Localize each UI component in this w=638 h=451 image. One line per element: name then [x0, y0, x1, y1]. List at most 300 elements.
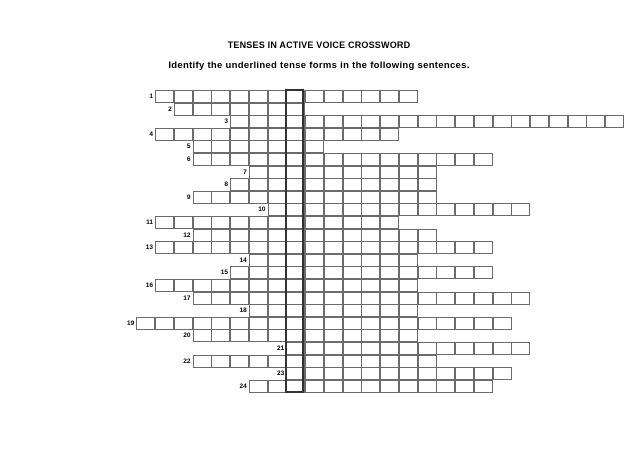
- crossword-cell[interactable]: [343, 178, 362, 191]
- crossword-cell[interactable]: [343, 266, 362, 279]
- crossword-cell[interactable]: [474, 241, 493, 254]
- crossword-cell[interactable]: [268, 317, 287, 330]
- crossword-cell[interactable]: [324, 380, 343, 393]
- crossword-cell[interactable]: [268, 292, 287, 305]
- crossword-cell[interactable]: [324, 216, 343, 229]
- crossword-cell[interactable]: [286, 229, 305, 242]
- crossword-cell[interactable]: [155, 128, 174, 141]
- crossword-cell[interactable]: [380, 292, 399, 305]
- crossword-cell[interactable]: [418, 115, 437, 128]
- crossword-cell[interactable]: [380, 229, 399, 242]
- crossword-cell[interactable]: [230, 191, 249, 204]
- crossword-cell[interactable]: [399, 329, 418, 342]
- crossword-cell[interactable]: [324, 128, 343, 141]
- crossword-cell[interactable]: [361, 355, 380, 368]
- crossword-cell[interactable]: [286, 178, 305, 191]
- crossword-cell[interactable]: [418, 153, 437, 166]
- crossword-cell[interactable]: [305, 140, 324, 153]
- crossword-cell[interactable]: [268, 329, 287, 342]
- crossword-cell[interactable]: [380, 254, 399, 267]
- crossword-cell[interactable]: [418, 342, 437, 355]
- crossword-cell[interactable]: [268, 178, 287, 191]
- crossword-cell[interactable]: [399, 342, 418, 355]
- crossword-cell[interactable]: [324, 329, 343, 342]
- crossword-cell[interactable]: [268, 216, 287, 229]
- crossword-cell[interactable]: [586, 115, 605, 128]
- crossword-cell[interactable]: [493, 292, 512, 305]
- crossword-cell[interactable]: [324, 191, 343, 204]
- crossword-cell[interactable]: [286, 128, 305, 141]
- crossword-cell[interactable]: [380, 342, 399, 355]
- crossword-cell[interactable]: [249, 216, 268, 229]
- crossword-cell[interactable]: [418, 203, 437, 216]
- crossword-cell[interactable]: [268, 355, 287, 368]
- crossword-cell[interactable]: [305, 292, 324, 305]
- crossword-cell[interactable]: [193, 241, 212, 254]
- crossword-cell[interactable]: [324, 266, 343, 279]
- crossword-cell[interactable]: [268, 304, 287, 317]
- crossword-cell[interactable]: [305, 329, 324, 342]
- crossword-cell[interactable]: [455, 241, 474, 254]
- crossword-cell[interactable]: [474, 380, 493, 393]
- crossword-cell[interactable]: [380, 367, 399, 380]
- crossword-cell[interactable]: [418, 292, 437, 305]
- crossword-cell[interactable]: [324, 367, 343, 380]
- crossword-cell[interactable]: [249, 103, 268, 116]
- crossword-cell[interactable]: [474, 115, 493, 128]
- crossword-cell[interactable]: [343, 342, 362, 355]
- crossword-cell[interactable]: [361, 90, 380, 103]
- crossword-cell[interactable]: [305, 279, 324, 292]
- crossword-cell[interactable]: [380, 216, 399, 229]
- crossword-cell[interactable]: [343, 90, 362, 103]
- crossword-cell[interactable]: [399, 115, 418, 128]
- crossword-cell[interactable]: [155, 216, 174, 229]
- crossword-cell[interactable]: [343, 329, 362, 342]
- crossword-cell[interactable]: [361, 266, 380, 279]
- crossword-cell[interactable]: [249, 115, 268, 128]
- crossword-cell[interactable]: [211, 229, 230, 242]
- crossword-cell[interactable]: [361, 191, 380, 204]
- crossword-cell[interactable]: [399, 90, 418, 103]
- crossword-cell[interactable]: [211, 140, 230, 153]
- crossword-cell[interactable]: [193, 90, 212, 103]
- crossword-cell[interactable]: [230, 178, 249, 191]
- crossword-cell[interactable]: [399, 241, 418, 254]
- crossword-cell[interactable]: [249, 140, 268, 153]
- crossword-cell[interactable]: [324, 317, 343, 330]
- crossword-cell[interactable]: [324, 254, 343, 267]
- crossword-cell[interactable]: [343, 380, 362, 393]
- crossword-cell[interactable]: [343, 254, 362, 267]
- crossword-cell[interactable]: [436, 153, 455, 166]
- crossword-cell[interactable]: [305, 229, 324, 242]
- crossword-cell[interactable]: [455, 153, 474, 166]
- crossword-cell[interactable]: [399, 203, 418, 216]
- crossword-cell[interactable]: [361, 367, 380, 380]
- crossword-cell[interactable]: [286, 342, 305, 355]
- crossword-cell[interactable]: [305, 191, 324, 204]
- crossword-cell[interactable]: [286, 115, 305, 128]
- crossword-cell[interactable]: [174, 90, 193, 103]
- crossword-cell[interactable]: [361, 317, 380, 330]
- crossword-cell[interactable]: [380, 191, 399, 204]
- crossword-cell[interactable]: [305, 342, 324, 355]
- crossword-cell[interactable]: [249, 128, 268, 141]
- crossword-cell[interactable]: [268, 128, 287, 141]
- crossword-cell[interactable]: [305, 317, 324, 330]
- crossword-cell[interactable]: [174, 216, 193, 229]
- crossword-cell[interactable]: [286, 140, 305, 153]
- crossword-cell[interactable]: [305, 153, 324, 166]
- crossword-cell[interactable]: [324, 229, 343, 242]
- crossword-cell[interactable]: [380, 153, 399, 166]
- crossword-cell[interactable]: [211, 191, 230, 204]
- crossword-cell[interactable]: [193, 140, 212, 153]
- crossword-cell[interactable]: [211, 292, 230, 305]
- crossword-cell[interactable]: [474, 266, 493, 279]
- crossword-cell[interactable]: [230, 115, 249, 128]
- crossword-cell[interactable]: [230, 140, 249, 153]
- crossword-cell[interactable]: [399, 191, 418, 204]
- crossword-cell[interactable]: [436, 266, 455, 279]
- crossword-cell[interactable]: [418, 317, 437, 330]
- crossword-cell[interactable]: [324, 241, 343, 254]
- crossword-cell[interactable]: [455, 115, 474, 128]
- crossword-cell[interactable]: [380, 304, 399, 317]
- crossword-cell[interactable]: [380, 90, 399, 103]
- crossword-cell[interactable]: [324, 292, 343, 305]
- crossword-cell[interactable]: [305, 355, 324, 368]
- crossword-cell[interactable]: [455, 317, 474, 330]
- crossword-cell[interactable]: [268, 254, 287, 267]
- crossword-cell[interactable]: [361, 153, 380, 166]
- crossword-cell[interactable]: [418, 241, 437, 254]
- crossword-cell[interactable]: [380, 178, 399, 191]
- crossword-cell[interactable]: [193, 355, 212, 368]
- crossword-cell[interactable]: [474, 153, 493, 166]
- crossword-cell[interactable]: [230, 279, 249, 292]
- crossword-cell[interactable]: [174, 279, 193, 292]
- crossword-cell[interactable]: [324, 90, 343, 103]
- crossword-cell[interactable]: [511, 115, 530, 128]
- crossword-cell[interactable]: [286, 317, 305, 330]
- crossword-cell[interactable]: [399, 166, 418, 179]
- crossword-cell[interactable]: [361, 128, 380, 141]
- crossword-cell[interactable]: [268, 90, 287, 103]
- crossword-cell[interactable]: [193, 292, 212, 305]
- crossword-cell[interactable]: [286, 304, 305, 317]
- crossword-cell[interactable]: [174, 317, 193, 330]
- crossword-cell[interactable]: [343, 128, 362, 141]
- crossword-cell[interactable]: [249, 191, 268, 204]
- crossword-cell[interactable]: [474, 342, 493, 355]
- crossword-cell[interactable]: [399, 304, 418, 317]
- crossword-cell[interactable]: [361, 203, 380, 216]
- crossword-cell[interactable]: [268, 191, 287, 204]
- crossword-cell[interactable]: [361, 229, 380, 242]
- crossword-cell[interactable]: [230, 216, 249, 229]
- crossword-cell[interactable]: [286, 216, 305, 229]
- crossword-cell[interactable]: [380, 380, 399, 393]
- crossword-cell[interactable]: [399, 355, 418, 368]
- crossword-cell[interactable]: [361, 216, 380, 229]
- crossword-cell[interactable]: [361, 329, 380, 342]
- crossword-cell[interactable]: [155, 279, 174, 292]
- crossword-cell[interactable]: [230, 241, 249, 254]
- crossword-cell[interactable]: [436, 115, 455, 128]
- crossword-cell[interactable]: [436, 342, 455, 355]
- crossword-cell[interactable]: [474, 367, 493, 380]
- crossword-cell[interactable]: [343, 367, 362, 380]
- crossword-cell[interactable]: [249, 178, 268, 191]
- crossword-cell[interactable]: [399, 367, 418, 380]
- crossword-cell[interactable]: [380, 355, 399, 368]
- crossword-cell[interactable]: [455, 266, 474, 279]
- crossword-cell[interactable]: [324, 203, 343, 216]
- crossword-cell[interactable]: [249, 355, 268, 368]
- crossword-cell[interactable]: [305, 166, 324, 179]
- crossword-cell[interactable]: [286, 292, 305, 305]
- crossword-cell[interactable]: [249, 380, 268, 393]
- crossword-cell[interactable]: [230, 292, 249, 305]
- crossword-cell[interactable]: [418, 178, 437, 191]
- crossword-cell[interactable]: [399, 178, 418, 191]
- crossword-cell[interactable]: [249, 241, 268, 254]
- crossword-cell[interactable]: [343, 304, 362, 317]
- crossword-cell[interactable]: [249, 266, 268, 279]
- crossword-cell[interactable]: [193, 329, 212, 342]
- crossword-cell[interactable]: [249, 153, 268, 166]
- crossword-cell[interactable]: [399, 380, 418, 393]
- crossword-cell[interactable]: [305, 266, 324, 279]
- crossword-cell[interactable]: [324, 153, 343, 166]
- crossword-cell[interactable]: [230, 90, 249, 103]
- crossword-cell[interactable]: [380, 279, 399, 292]
- crossword-cell[interactable]: [493, 367, 512, 380]
- crossword-cell[interactable]: [418, 266, 437, 279]
- crossword-cell[interactable]: [268, 266, 287, 279]
- crossword-cell[interactable]: [230, 128, 249, 141]
- crossword-cell[interactable]: [249, 90, 268, 103]
- crossword-cell[interactable]: [455, 342, 474, 355]
- crossword-cell[interactable]: [286, 367, 305, 380]
- crossword-cell[interactable]: [399, 153, 418, 166]
- crossword-cell[interactable]: [418, 355, 437, 368]
- crossword-cell[interactable]: [268, 140, 287, 153]
- crossword-cell[interactable]: [380, 317, 399, 330]
- crossword-cell[interactable]: [136, 317, 155, 330]
- crossword-cell[interactable]: [380, 329, 399, 342]
- crossword-cell[interactable]: [343, 241, 362, 254]
- crossword-cell[interactable]: [399, 292, 418, 305]
- crossword-cell[interactable]: [286, 329, 305, 342]
- crossword-cell[interactable]: [211, 241, 230, 254]
- crossword-cell[interactable]: [211, 329, 230, 342]
- crossword-cell[interactable]: [155, 241, 174, 254]
- crossword-cell[interactable]: [380, 115, 399, 128]
- crossword-cell[interactable]: [230, 229, 249, 242]
- crossword-cell[interactable]: [249, 292, 268, 305]
- crossword-cell[interactable]: [249, 329, 268, 342]
- crossword-cell[interactable]: [268, 241, 287, 254]
- crossword-cell[interactable]: [399, 229, 418, 242]
- crossword-cell[interactable]: [493, 317, 512, 330]
- crossword-cell[interactable]: [418, 380, 437, 393]
- crossword-cell[interactable]: [380, 241, 399, 254]
- crossword-cell[interactable]: [249, 304, 268, 317]
- crossword-cell[interactable]: [361, 254, 380, 267]
- crossword-cell[interactable]: [305, 367, 324, 380]
- crossword-cell[interactable]: [361, 304, 380, 317]
- crossword-cell[interactable]: [436, 292, 455, 305]
- crossword-cell[interactable]: [305, 380, 324, 393]
- crossword-cell[interactable]: [361, 292, 380, 305]
- crossword-cell[interactable]: [343, 191, 362, 204]
- crossword-cell[interactable]: [324, 279, 343, 292]
- crossword-cell[interactable]: [380, 128, 399, 141]
- crossword-cell[interactable]: [268, 115, 287, 128]
- crossword-cell[interactable]: [174, 128, 193, 141]
- crossword-cell[interactable]: [343, 292, 362, 305]
- crossword-cell[interactable]: [193, 216, 212, 229]
- crossword-cell[interactable]: [286, 153, 305, 166]
- crossword-cell[interactable]: [249, 317, 268, 330]
- crossword-cell[interactable]: [286, 166, 305, 179]
- crossword-cell[interactable]: [305, 254, 324, 267]
- crossword-cell[interactable]: [268, 229, 287, 242]
- crossword-cell[interactable]: [436, 380, 455, 393]
- crossword-cell[interactable]: [211, 90, 230, 103]
- crossword-cell[interactable]: [305, 304, 324, 317]
- crossword-cell[interactable]: [324, 304, 343, 317]
- crossword-cell[interactable]: [343, 229, 362, 242]
- crossword-cell[interactable]: [211, 317, 230, 330]
- crossword-cell[interactable]: [455, 292, 474, 305]
- crossword-cell[interactable]: [305, 203, 324, 216]
- crossword-cell[interactable]: [211, 153, 230, 166]
- crossword-cell[interactable]: [286, 191, 305, 204]
- crossword-cell[interactable]: [286, 254, 305, 267]
- crossword-cell[interactable]: [174, 241, 193, 254]
- crossword-cell[interactable]: [418, 367, 437, 380]
- crossword-cell[interactable]: [343, 153, 362, 166]
- crossword-cell[interactable]: [343, 279, 362, 292]
- crossword-cell[interactable]: [193, 229, 212, 242]
- crossword-cell[interactable]: [530, 115, 549, 128]
- crossword-cell[interactable]: [361, 342, 380, 355]
- crossword-cell[interactable]: [268, 380, 287, 393]
- crossword-cell[interactable]: [286, 279, 305, 292]
- crossword-cell[interactable]: [249, 279, 268, 292]
- crossword-cell[interactable]: [343, 317, 362, 330]
- crossword-cell[interactable]: [193, 279, 212, 292]
- crossword-cell[interactable]: [230, 317, 249, 330]
- crossword-cell[interactable]: [605, 115, 624, 128]
- crossword-cell[interactable]: [193, 191, 212, 204]
- crossword-cell[interactable]: [268, 166, 287, 179]
- crossword-cell[interactable]: [211, 279, 230, 292]
- crossword-cell[interactable]: [305, 178, 324, 191]
- crossword-cell[interactable]: [418, 191, 437, 204]
- crossword-cell[interactable]: [230, 266, 249, 279]
- crossword-cell[interactable]: [380, 166, 399, 179]
- crossword-cell[interactable]: [361, 115, 380, 128]
- crossword-cell[interactable]: [493, 342, 512, 355]
- crossword-cell[interactable]: [211, 103, 230, 116]
- crossword-cell[interactable]: [399, 266, 418, 279]
- crossword-cell[interactable]: [324, 166, 343, 179]
- crossword-cell[interactable]: [286, 380, 305, 393]
- crossword-cell[interactable]: [174, 103, 193, 116]
- crossword-cell[interactable]: [268, 279, 287, 292]
- crossword-cell[interactable]: [211, 355, 230, 368]
- crossword-cell[interactable]: [268, 203, 287, 216]
- crossword-cell[interactable]: [193, 153, 212, 166]
- crossword-cell[interactable]: [436, 241, 455, 254]
- crossword-cell[interactable]: [511, 203, 530, 216]
- crossword-cell[interactable]: [399, 254, 418, 267]
- crossword-cell[interactable]: [343, 216, 362, 229]
- crossword-cell[interactable]: [230, 329, 249, 342]
- crossword-cell[interactable]: [418, 166, 437, 179]
- crossword-cell[interactable]: [511, 342, 530, 355]
- crossword-cell[interactable]: [361, 279, 380, 292]
- crossword-cell[interactable]: [286, 103, 305, 116]
- crossword-cell[interactable]: [211, 216, 230, 229]
- crossword-cell[interactable]: [361, 166, 380, 179]
- crossword-cell[interactable]: [230, 355, 249, 368]
- crossword-cell[interactable]: [155, 317, 174, 330]
- crossword-cell[interactable]: [193, 128, 212, 141]
- crossword-cell[interactable]: [230, 103, 249, 116]
- crossword-cell[interactable]: [305, 115, 324, 128]
- crossword-cell[interactable]: [399, 317, 418, 330]
- crossword-cell[interactable]: [305, 90, 324, 103]
- crossword-cell[interactable]: [380, 203, 399, 216]
- crossword-cell[interactable]: [549, 115, 568, 128]
- crossword-cell[interactable]: [399, 279, 418, 292]
- crossword-cell[interactable]: [436, 317, 455, 330]
- crossword-cell[interactable]: [455, 380, 474, 393]
- crossword-cell[interactable]: [361, 241, 380, 254]
- crossword-cell[interactable]: [155, 90, 174, 103]
- crossword-cell[interactable]: [324, 178, 343, 191]
- crossword-cell[interactable]: [230, 153, 249, 166]
- crossword-cell[interactable]: [324, 355, 343, 368]
- crossword-cell[interactable]: [474, 203, 493, 216]
- crossword-cell[interactable]: [455, 367, 474, 380]
- crossword-cell[interactable]: [474, 292, 493, 305]
- crossword-cell[interactable]: [343, 203, 362, 216]
- crossword-cell[interactable]: [418, 229, 437, 242]
- crossword-cell[interactable]: [361, 380, 380, 393]
- crossword-cell[interactable]: [324, 115, 343, 128]
- crossword-cell[interactable]: [493, 115, 512, 128]
- crossword-cell[interactable]: [324, 342, 343, 355]
- crossword-cell[interactable]: [343, 355, 362, 368]
- crossword-cell[interactable]: [268, 153, 287, 166]
- crossword-cell[interactable]: [268, 103, 287, 116]
- crossword-cell[interactable]: [511, 292, 530, 305]
- crossword-cell[interactable]: [361, 178, 380, 191]
- crossword-cell[interactable]: [455, 203, 474, 216]
- crossword-cell[interactable]: [211, 128, 230, 141]
- crossword-cell[interactable]: [193, 103, 212, 116]
- crossword-cell[interactable]: [436, 367, 455, 380]
- crossword-cell[interactable]: [568, 115, 587, 128]
- crossword-cell[interactable]: [305, 128, 324, 141]
